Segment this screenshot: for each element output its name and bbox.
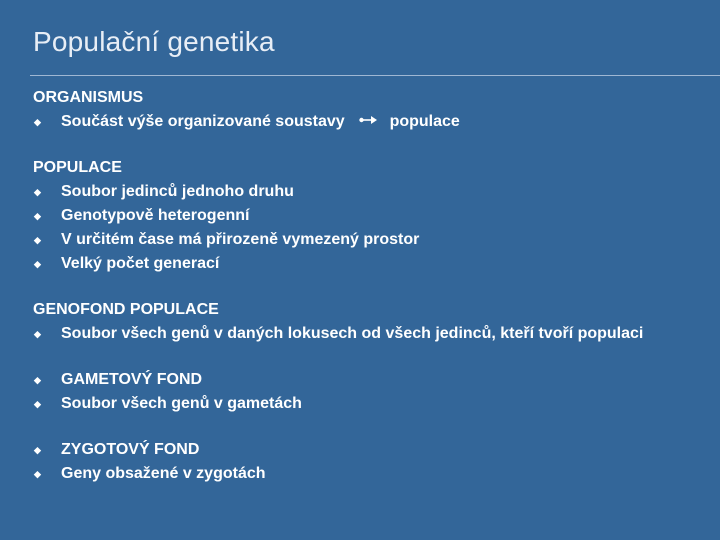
list-item [33, 322, 703, 346]
list-item-text: Součást výše organizované soustavy [61, 113, 345, 131]
list-item-text: Soubor jedinců jednoho druhu [61, 183, 294, 201]
list-item [33, 180, 703, 204]
list-item-text: Soubor všech genů v daných lokusech od všech jedinců, kteří tvoří populaci [61, 325, 644, 343]
list-item [33, 392, 703, 416]
list-item-text: Velký počet generací [61, 255, 220, 273]
section-heading: GENOFOND POPULACE [33, 301, 219, 319]
list-item [33, 368, 703, 392]
diamond-bullet-icon: ◆ [34, 469, 41, 480]
diamond-bullet-icon: ◆ [34, 235, 41, 246]
list-item-text: V určitém čase má přirozeně vymezený prostor [61, 231, 420, 249]
list-item [33, 204, 703, 228]
list-item-text: populace [389, 113, 460, 131]
list-item [33, 252, 703, 276]
slide-content [33, 86, 703, 508]
diamond-bullet-icon: ◆ [34, 211, 41, 222]
list-item-text: Geny obsažené v zygotách [61, 465, 266, 483]
section-heading: POPULACE [33, 159, 122, 177]
right-arrow-icon [359, 110, 379, 134]
diamond-bullet-icon: ◆ [34, 117, 41, 127]
diamond-bullet-icon: ◆ [34, 445, 41, 456]
section-genofond [33, 298, 703, 346]
section-gametovy-fond [33, 368, 703, 416]
list-item-text: Genotypově heterogenní [61, 207, 250, 225]
list-item-text: GAMETOVÝ FOND [61, 371, 203, 389]
list-item [33, 228, 703, 252]
diamond-bullet-icon: ◆ [34, 187, 41, 198]
list-item-text: Soubor všech genů v gametách [61, 395, 302, 413]
slide-title: Populační genetika [33, 26, 275, 57]
diamond-bullet-icon: ◆ [34, 259, 41, 270]
list-item [33, 462, 703, 486]
title-divider [30, 75, 720, 76]
list-item [33, 110, 703, 134]
list-item [33, 438, 703, 462]
list-item-text: ZYGOTOVÝ FOND [61, 441, 200, 459]
diamond-bullet-icon: ◆ [34, 375, 41, 386]
section-zygotovy-fond [33, 438, 703, 486]
diamond-bullet-icon: ◆ [34, 399, 41, 410]
diamond-bullet-icon: ◆ [34, 329, 41, 340]
section-heading: ORGANISMUS [33, 89, 144, 106]
section-organismus [33, 86, 703, 134]
section-populace [33, 156, 703, 276]
